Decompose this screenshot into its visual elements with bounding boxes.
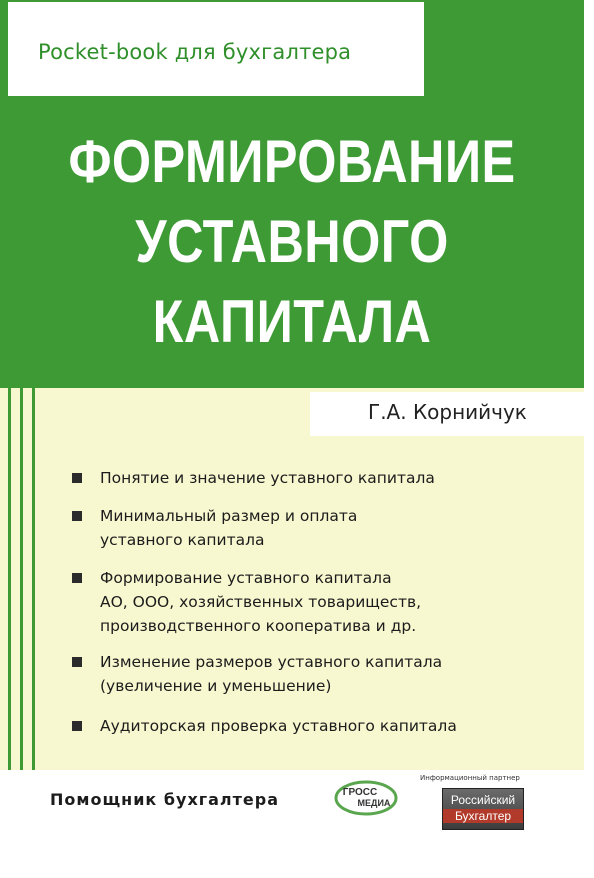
- partner-logo-line-2: Бухгалтер: [443, 809, 523, 823]
- title-line-2: УСТАВНОГО: [135, 208, 449, 275]
- rossiyskiy-bukhgalter-logo: [442, 788, 524, 830]
- gross-logo-text-1: ГРОСС: [342, 787, 378, 798]
- title-line-3: КАПИТАЛА: [152, 288, 432, 355]
- gross-media-logo-icon: [326, 774, 406, 822]
- bullet-square-icon: [72, 657, 82, 667]
- title-line-1: ФОРМИРОВАНИЕ: [68, 128, 516, 195]
- bullet-square-icon: [72, 721, 82, 731]
- topic-text: Аудиторская проверка уставного капитала: [100, 717, 457, 735]
- topic-text: Изменение размеров уставного капитала (увеличение и уменьшение): [100, 653, 443, 695]
- bullet-square-icon: [72, 473, 82, 483]
- topic-text: Понятие и значение уставного капитала: [100, 469, 435, 487]
- topic-text: Минимальный размер и оплата уставного капитала: [100, 507, 358, 549]
- page-edge: [584, 0, 594, 878]
- partner-label: Информационный партнер: [420, 774, 520, 782]
- gross-logo-text-2: МЕДИА: [357, 798, 391, 808]
- decor-stripe: [20, 388, 23, 770]
- decor-stripe: [8, 388, 11, 770]
- topic-text: Формирование уставного капитала АО, ООО, хозяйственных товариществ, производственного кооператива и др.: [100, 569, 422, 635]
- decor-stripe: [32, 388, 35, 770]
- series-bottom-label: Помощник бухгалтера: [50, 790, 280, 809]
- book-title: [47, 122, 538, 362]
- bullet-square-icon: [72, 511, 82, 521]
- bullet-square-icon: [72, 573, 82, 583]
- author-name: Г.А. Корнийчук: [368, 400, 527, 424]
- partner-logo-line-1: Российский: [450, 793, 516, 807]
- series-label: Pocket-book для бухгалтера: [38, 40, 352, 64]
